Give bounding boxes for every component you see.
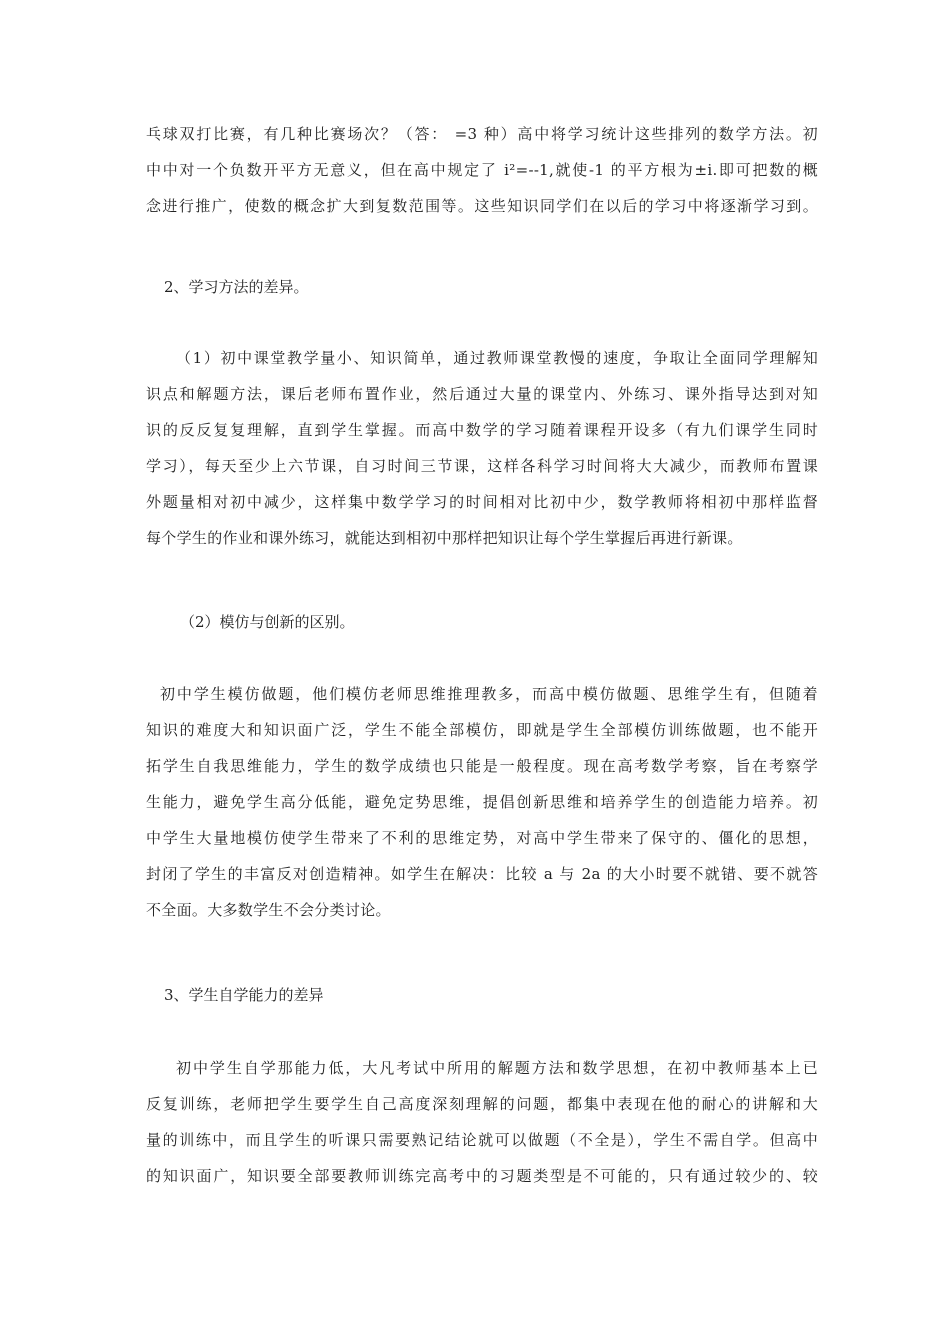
text-line: 乓球双打比赛，有几种比赛场次？（答： =3 种）高中将学习统计这些排列的数学方法。初 [146, 125, 818, 143]
text-line: 识点和解题方法，课后老师布置作业，然后通过大量的课堂内、外练习、课外指导达到对知 [146, 385, 818, 403]
text-line: 初中学生自学那能力低，大凡考试中所用的解题方法和数学思想，在初中教师基本上已 [176, 1059, 818, 1077]
text-line: 知识的难度大和知识面广泛，学生不能全部模仿，即就是学生全部模仿训练做题，也不能开 [146, 721, 818, 739]
paragraph-1 [146, 116, 818, 224]
subsection-heading-2: （2）模仿与创新的区别。 [180, 613, 355, 631]
text-line: 封闭了学生的丰富反对创造精神。如学生在解决：比较 a 与 2a 的大小时要不就错、要不就答 [146, 865, 818, 883]
text-line: 不全面。大多数学生不会分类讨论。 [146, 901, 391, 919]
text-line: 生能力，避免学生高分低能，避免定势思维，提倡创新思维和培养学生的创造能力培养。初 [146, 793, 818, 811]
text-line: 中中对一个负数开平方无意义，但在高中规定了 i²=--1,就使-1 的平方根为±i.即可把数的概 [146, 161, 818, 179]
text-line: 外题量相对初中减少，这样集中数学学习的时间相对比初中少，数学教师将相初中那样监督 [146, 493, 818, 511]
text-line: 学习），每天至少上六节课，自习时间三节课，这样各科学习时间将大大减少，而教师布置课 [146, 457, 818, 475]
paragraph-3 [146, 676, 818, 928]
text-line: 的知识面广，知识要全部要教师训练完高考中的习题类型是不可能的，只有通过较少的、较 [146, 1167, 818, 1185]
text-line: 初中学生模仿做题，他们模仿老师思维推理教多，而高中模仿做题、思维学生有，但随着 [160, 685, 818, 703]
paragraph-4 [146, 1050, 818, 1194]
text-line: 每个学生的作业和课外练习，就能达到相初中那样把知识让每个学生掌握后再进行新课。 [146, 529, 743, 547]
text-line: 量的训练中，而且学生的听课只需要熟记结论就可以做题（不全是），学生不需自学。但高中 [146, 1131, 818, 1149]
text-line: 拓学生自我思维能力，学生的数学成绩也只能是一般程度。现在高考数学考察，旨在考察学 [146, 757, 818, 775]
text-line: （1）初中课堂教学量小、知识简单，通过教师课堂教慢的速度，争取让全面同学理解知 [176, 349, 818, 367]
text-line: 识的反反复复理解，直到学生掌握。而高中数学的学习随着课程开设多（有九们课学生同时 [146, 421, 818, 439]
text-line: 中学生大量地模仿使学生带来了不利的思维定势，对高中学生带来了保守的、僵化的思想， [146, 829, 818, 847]
section-heading-3: 3、学生自学能力的差异 [164, 986, 324, 1004]
text-line: 念进行推广，使数的概念扩大到复数范围等。这些知识同学们在以后的学习中将逐渐学习到。 [146, 197, 818, 215]
text-line: 反复训练，老师把学生要学生自己高度深刻理解的问题，都集中表现在他的耐心的讲解和大 [146, 1095, 818, 1113]
section-heading-2: 2、学习方法的差异。 [164, 278, 309, 296]
paragraph-2 [146, 340, 818, 556]
